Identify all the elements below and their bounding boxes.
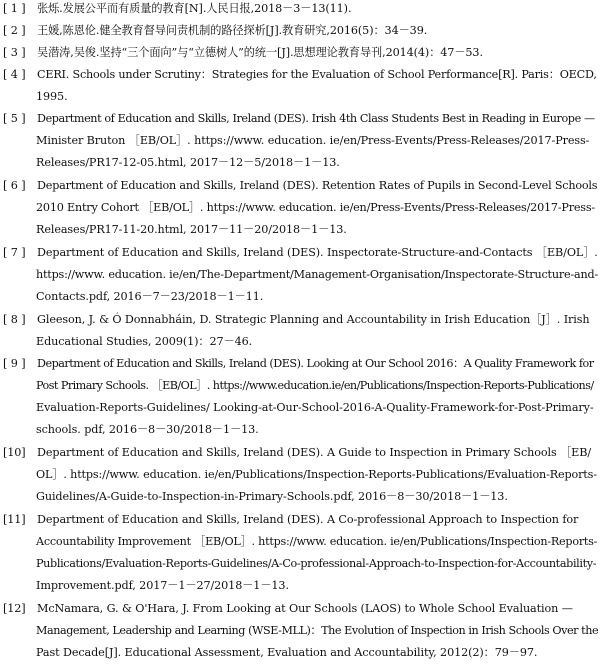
reference-line: Department of Education and Skills, Ireland (DES). Looking at Our School 2016：A Quality Framework for [37,357,594,370]
reference-line: 2010 Entry Cohort ［EB/OL］. https://www. education. ie/en/Press-Events/Press-Releases/2017-Press- [36,201,595,214]
reference-number: [ 2 ] [3,24,26,37]
reference-line: Educational Studies, 2009(1)：27－46. [36,335,253,348]
reference-line: 王媛,陈恩伦.健全教育督导问责机制的路径探析[J].教育研究,2016(5)：34－39. [37,24,428,37]
reference-line: Evaluation-Reports-Guidelines/ Looking-at-Our-School-2016-A-Quality-Framework-for-Post-Primary- [36,401,594,414]
reference-line: Minister Bruton ［EB/OL］. https://www. education. ie/en/Press-Events/Press-Releases/2017-Press- [36,134,590,147]
reference-line: OL］. https://www. education. ie/en/Publications/Inspection-Reports-Publications/Evaluation-Reports- [36,468,597,481]
reference-line: Publications/Evaluation-Reports-Guidelines/A-Co-professional-Approach-to-Inspection-for-Accountability- [36,557,597,570]
reference-line: CERI. Schools under Scrutiny：Strategies for the Evaluation of School Performance[R]. Paris：OECD, [37,68,597,81]
reference-number: [ 4 ] [3,68,26,81]
reference-line: Releases/PR17-11-20.html, 2017－11－20/2018－1－13. [36,223,347,236]
reference-line: Past Decade[J]. Educational Assessment, Evaluation and Accountability, 2012(2)：79－97. [36,646,538,659]
reference-number: [ 3 ] [3,46,26,59]
reference-line: Improvement.pdf, 2017－1－27/2018－1－13. [36,579,289,592]
reference-number: [ 9 ] [3,357,26,370]
reference-line: Department of Education and Skills, Ireland (DES). Irish 4th Class Students Best in Reading in Europe — [37,112,595,125]
reference-number: [ 8 ] [3,313,26,326]
reference-line: Guidelines/A-Guide-to-Inspection-in-Primary-Schools.pdf, 2016－8－30/2018－1－13. [36,490,508,503]
reference-line: Department of Education and Skills, Ireland (DES). Retention Rates of Pupils in Second-Level Schools [37,179,598,192]
reference-number: [ 6 ] [3,179,26,192]
reference-line: Department of Education and Skills, Ireland (DES). Inspectorate-Structure-and-Contacts ［EB/OL］. [37,246,598,259]
reference-line: Department of Education and Skills, Ireland (DES). A Co-professional Approach to Inspection for [37,513,579,526]
reference-line: schools. pdf, 2016－8－30/2018－1－13. [36,423,259,436]
reference-line: McNamara, G. & O'Hara, J. From Looking at Our Schools (LAOS) to Whole School Evaluation — [37,602,573,615]
reference-number: [ 7 ] [3,246,26,259]
reference-line: 张烁.发展公平而有质量的教育[N].人民日报,2018－3－13(11). [37,2,352,15]
reference-number: [11] [3,513,26,526]
reference-line: https://www. education. ie/en/The-Department/Management-Organisation/Inspectorate-Structure-and- [36,268,598,281]
reference-line: 1995. [36,90,68,103]
reference-line: Releases/PR17-12-05.html, 2017－12－5/2018－1－13. [36,156,340,169]
reference-line: Management, Leadership and Learning (WSE-MLL)：The Evolution of Inspection in Irish Schools Over the [36,624,599,637]
reference-line: Contacts.pdf, 2016－7－23/2018－1－11. [36,290,264,303]
reference-line: Department of Education and Skills, Ireland (DES). A Guide to Inspection in Primary Schools ［EB/ [37,446,592,459]
reference-line: Gleeson, J. & Ó Donnabháin, D. Strategic Planning and Accountability in Irish Education［J］. Irish [37,313,590,326]
reference-number: [ 5 ] [3,112,26,125]
reference-number: [ 1 ] [3,2,26,15]
reference-line: Post Primary Schools. ［EB/OL］. https://www.education.ie/en/Publications/Inspection-Reports-Publications/ [36,379,594,392]
reference-number: [10] [3,446,26,459]
reference-number: [12] [3,602,26,615]
reference-line: Accountability Improvement ［EB/OL］. https://www. education. ie/en/Publications/Inspection-Reports- [36,535,598,548]
reference-line: 吴潜涛,吴俊.坚持“三个面向”与“立德树人”的统一[J].思想理论教育导刊,2014(4)：47－53. [37,46,483,59]
